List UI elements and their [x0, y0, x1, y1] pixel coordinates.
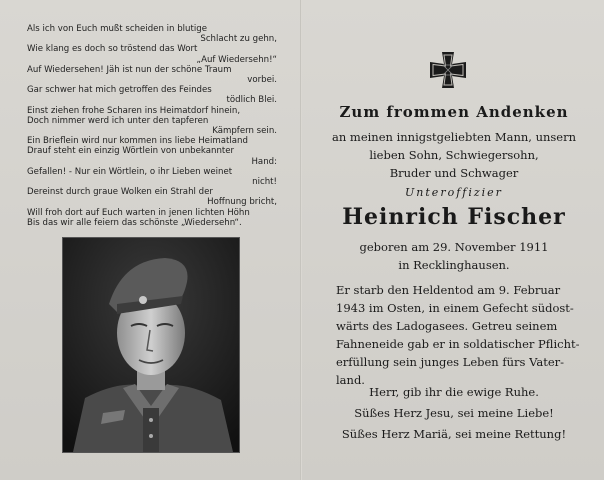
death-text-line: 1943 im Osten, in einem Gefecht südost-: [336, 301, 574, 315]
poem: [27, 24, 277, 228]
poem-line: Doch nimmer werd ich unter den tapferen: [27, 115, 209, 126]
poem-line: „Auf Wiedersehn!“: [196, 54, 277, 65]
poem-line: Gefallen! - Nur ein Wörtlein, o ihr Lieben weinet: [27, 166, 233, 177]
poem-line: Hoffnung bricht,: [207, 197, 277, 208]
poem-line: Auf Wiedersehen! Jäh ist nun der schöne Traum: [27, 64, 232, 75]
poem-line: vorbei.: [247, 75, 277, 86]
poem-line: tödlich Blei.: [226, 95, 277, 106]
prayer-1: Herr, gib ihr die ewige Ruhe.: [369, 385, 539, 399]
poem-line: Dereinst durch graue Wolken ein Strahl der: [27, 187, 213, 198]
portrait-image: [63, 238, 239, 452]
poem-line: Will froh dort auf Euch warten in jenen lichten Höhn: [27, 207, 250, 218]
poem-line: Kämpfern sein.: [212, 126, 277, 137]
death-text-line: land.: [336, 373, 365, 387]
poem-line: Ein Brieflein wird nur kommen ins liebe Heimatland: [27, 136, 248, 147]
born-place: in Recklinghausen.: [398, 258, 510, 272]
dedication-line-3: Bruder und Schwager: [389, 166, 519, 180]
death-text-line: Fahneneide gab er in soldatischer Pflicht-: [336, 337, 580, 351]
dedication-line-1: an meinen innigstgeliebten Mann, unsern: [332, 130, 576, 144]
poem-line: Schlacht zu gehn,: [200, 34, 277, 45]
poem-line: Als ich von Euch mußt scheiden in blutige: [27, 24, 207, 34]
death-text-line: erfüllung sein junges Leben fürs Vater-: [336, 355, 565, 369]
poem-line: Wie klang es doch so tröstend das Wort: [27, 44, 198, 55]
poem-line: Gar schwer hat mich getroffen des Feindes: [27, 85, 212, 96]
death-text-line: wärts des Ladogasees. Getreu seinem: [336, 319, 558, 333]
poem-line: Einst ziehen frohe Scharen ins Heimatdorf hinein,: [27, 105, 241, 116]
dedication-line-2: lieben Sohn, Schwiegersohn,: [369, 148, 539, 162]
rank: Unteroffizier: [405, 186, 503, 199]
poem-line: nicht!: [252, 177, 277, 188]
poem-line: Drauf steht ein einzig Wörtlein von unbekannter: [27, 146, 235, 157]
death-text-line: Er starb den Heldentod am 9. Februar: [336, 283, 561, 297]
born-date: geboren am 29. November 1911: [359, 240, 549, 254]
card-fold: [300, 0, 302, 480]
prayer-2: Süßes Herz Jesu, sei meine Liebe!: [354, 406, 554, 420]
poem-line: Hand:: [251, 156, 277, 167]
poem-line: Bis das wir alle feiern das schönste „Wiedersehn“.: [27, 217, 242, 228]
prayer-3: Süßes Herz Mariä, sei meine Rettung!: [341, 427, 567, 441]
heading: Zum frommen Andenken: [339, 103, 569, 121]
deceased-name: Heinrich Fischer: [342, 204, 566, 230]
iron-cross-icon: [428, 50, 468, 90]
soldier-portrait-photo: [62, 237, 240, 453]
